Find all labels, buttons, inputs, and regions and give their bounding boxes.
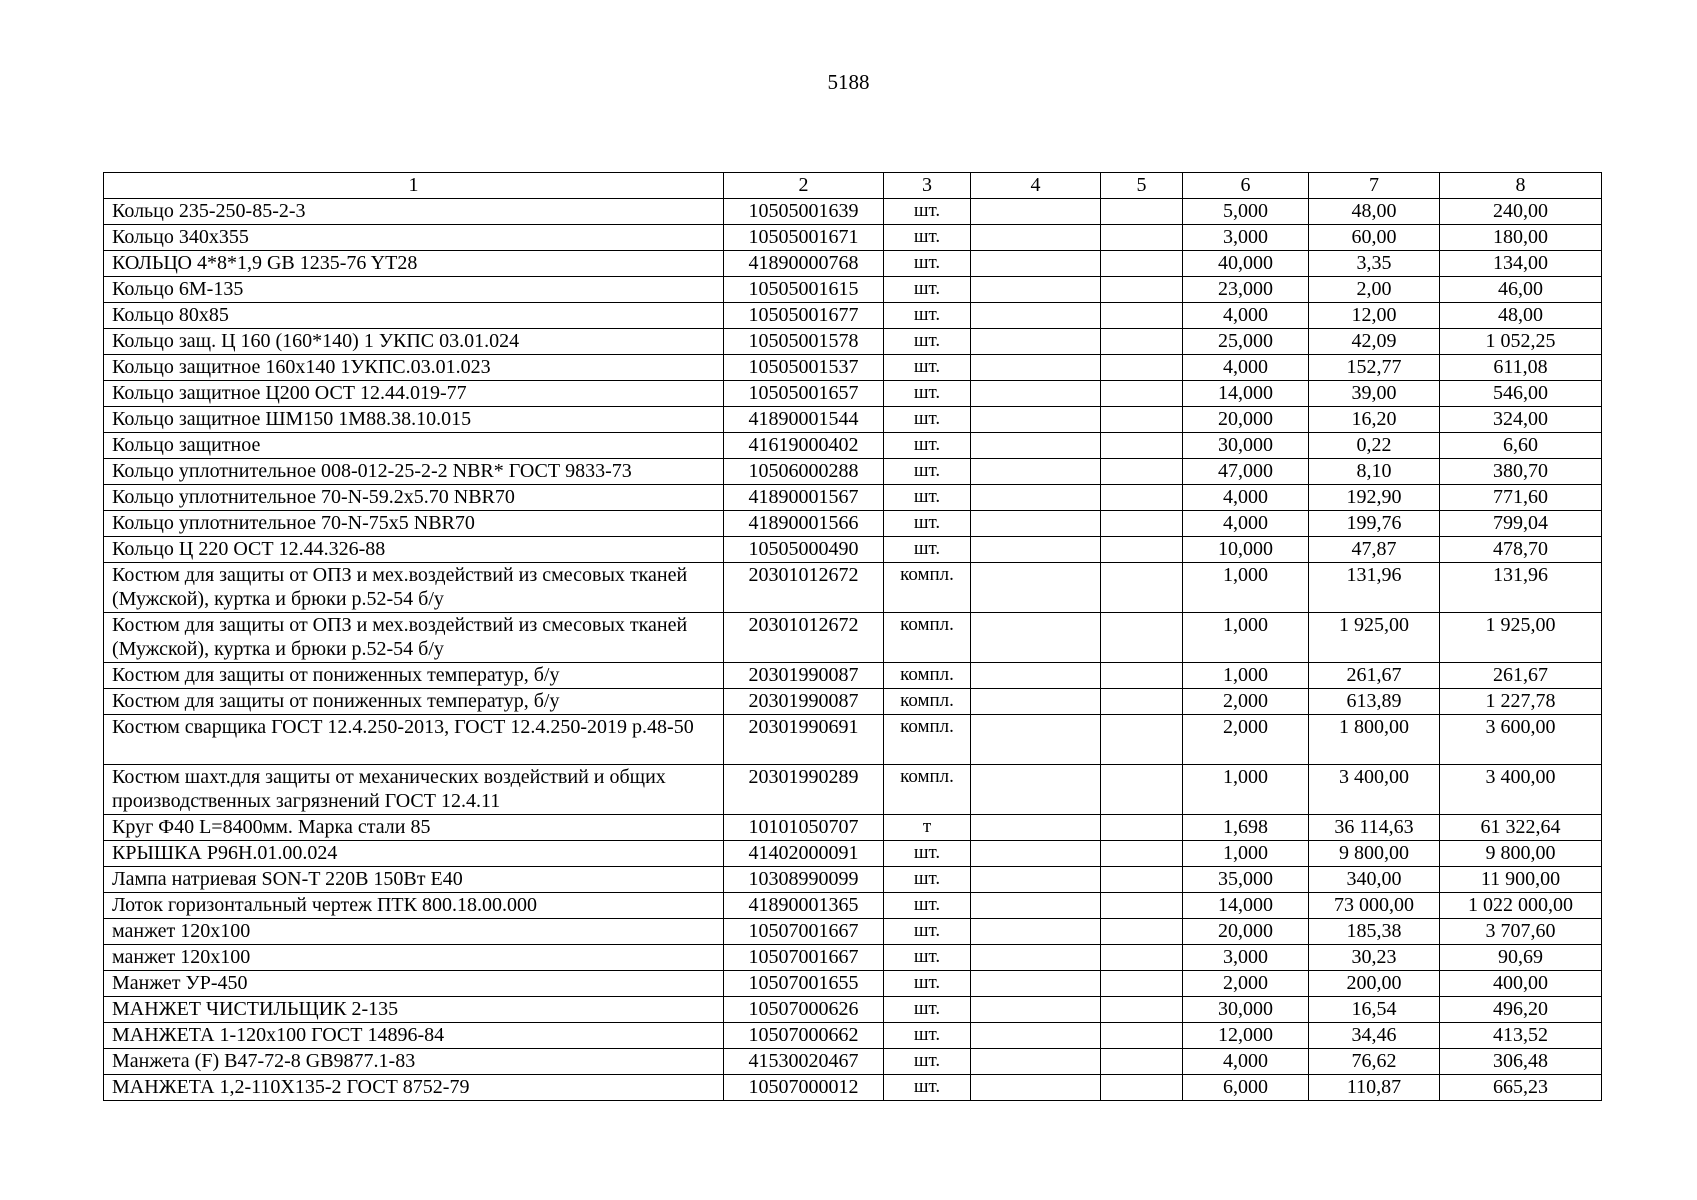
table-row xyxy=(104,303,1602,329)
item-name: Костюм для защиты от пониженных температур, б/у xyxy=(104,663,724,689)
item-col4 xyxy=(971,277,1101,303)
item-name: Костюм сварщика ГОСТ 12.4.250-2013, ГОСТ 12.4.250-2019 р.48-50 xyxy=(104,715,724,765)
item-code: 20301990087 xyxy=(724,663,884,689)
item-col4 xyxy=(971,613,1101,663)
item-col4 xyxy=(971,563,1101,613)
item-col5 xyxy=(1101,199,1183,225)
item-quantity: 25,000 xyxy=(1183,329,1309,355)
item-price: 73 000,00 xyxy=(1309,893,1440,919)
item-code: 20301990691 xyxy=(724,715,884,765)
item-sum: 180,00 xyxy=(1440,225,1602,251)
item-sum: 1 022 000,00 xyxy=(1440,893,1602,919)
item-price: 12,00 xyxy=(1309,303,1440,329)
table-row xyxy=(104,563,1602,613)
item-quantity: 14,000 xyxy=(1183,893,1309,919)
item-price: 47,87 xyxy=(1309,537,1440,563)
item-code: 20301012672 xyxy=(724,613,884,663)
item-col5 xyxy=(1101,459,1183,485)
item-sum: 11 900,00 xyxy=(1440,867,1602,893)
item-name: Кольцо 80x85 xyxy=(104,303,724,329)
item-quantity: 4,000 xyxy=(1183,303,1309,329)
item-quantity: 6,000 xyxy=(1183,1075,1309,1101)
item-sum: 1 925,00 xyxy=(1440,613,1602,663)
item-sum: 496,20 xyxy=(1440,997,1602,1023)
item-price: 340,00 xyxy=(1309,867,1440,893)
item-unit: компл. xyxy=(884,613,971,663)
table-row xyxy=(104,537,1602,563)
item-unit: шт. xyxy=(884,841,971,867)
item-price: 16,54 xyxy=(1309,997,1440,1023)
item-name: МАНЖЕТА 1-120х100 ГОСТ 14896-84 xyxy=(104,1023,724,1049)
item-price: 185,38 xyxy=(1309,919,1440,945)
item-unit: компл. xyxy=(884,765,971,815)
item-code: 10505001639 xyxy=(724,199,884,225)
item-unit: шт. xyxy=(884,893,971,919)
item-price: 2,00 xyxy=(1309,277,1440,303)
item-name: МАНЖЕТА 1,2-110Х135-2 ГОСТ 8752-79 xyxy=(104,1075,724,1101)
item-col4 xyxy=(971,715,1101,765)
item-code: 10505001578 xyxy=(724,329,884,355)
item-quantity: 1,000 xyxy=(1183,613,1309,663)
item-code: 41890000768 xyxy=(724,251,884,277)
item-name: Кольцо 340x355 xyxy=(104,225,724,251)
item-name: Лампа натриевая SON-T 220В 150Вт E40 xyxy=(104,867,724,893)
item-unit: шт. xyxy=(884,511,971,537)
item-name: Лоток горизонтальный чертеж ПТК 800.18.00.000 xyxy=(104,893,724,919)
item-col5 xyxy=(1101,485,1183,511)
item-price: 613,89 xyxy=(1309,689,1440,715)
table-row xyxy=(104,945,1602,971)
item-sum: 665,23 xyxy=(1440,1075,1602,1101)
column-header: 2 xyxy=(724,173,884,199)
item-col4 xyxy=(971,893,1101,919)
item-quantity: 1,698 xyxy=(1183,815,1309,841)
item-unit: шт. xyxy=(884,381,971,407)
item-quantity: 23,000 xyxy=(1183,277,1309,303)
table-row xyxy=(104,277,1602,303)
item-quantity: 20,000 xyxy=(1183,407,1309,433)
item-name: манжет 120х100 xyxy=(104,945,724,971)
item-col4 xyxy=(971,1023,1101,1049)
table-row xyxy=(104,893,1602,919)
table-row xyxy=(104,459,1602,485)
item-name: Кольцо защитное ШМ150 1М88.38.10.015 xyxy=(104,407,724,433)
item-name: Кольцо защитное Ц200 ОСТ 12.44.019-77 xyxy=(104,381,724,407)
table-row xyxy=(104,765,1602,815)
item-unit: шт. xyxy=(884,355,971,381)
item-price: 200,00 xyxy=(1309,971,1440,997)
table-row xyxy=(104,841,1602,867)
item-col4 xyxy=(971,303,1101,329)
column-header: 5 xyxy=(1101,173,1183,199)
item-name: Кольцо защ. Ц 160 (160*140) 1 УКПС 03.01.024 xyxy=(104,329,724,355)
item-col4 xyxy=(971,997,1101,1023)
item-col5 xyxy=(1101,841,1183,867)
item-sum: 240,00 xyxy=(1440,199,1602,225)
item-unit: шт. xyxy=(884,867,971,893)
item-col4 xyxy=(971,1049,1101,1075)
item-unit: шт. xyxy=(884,433,971,459)
item-quantity: 2,000 xyxy=(1183,689,1309,715)
page-number: 5188 xyxy=(827,70,870,94)
item-col5 xyxy=(1101,919,1183,945)
item-quantity: 20,000 xyxy=(1183,919,1309,945)
item-sum: 400,00 xyxy=(1440,971,1602,997)
item-code: 41619000402 xyxy=(724,433,884,459)
item-code: 10507001655 xyxy=(724,971,884,997)
item-unit: компл. xyxy=(884,715,971,765)
item-quantity: 47,000 xyxy=(1183,459,1309,485)
item-col4 xyxy=(971,225,1101,251)
item-sum: 611,08 xyxy=(1440,355,1602,381)
item-sum: 6,60 xyxy=(1440,433,1602,459)
item-unit: шт. xyxy=(884,225,971,251)
item-col4 xyxy=(971,199,1101,225)
item-sum: 546,00 xyxy=(1440,381,1602,407)
item-col5 xyxy=(1101,893,1183,919)
table-row xyxy=(104,1049,1602,1075)
item-col4 xyxy=(971,433,1101,459)
table-row xyxy=(104,355,1602,381)
item-col5 xyxy=(1101,355,1183,381)
item-name: КОЛЬЦО 4*8*1,9 GB 1235-76 YT28 xyxy=(104,251,724,277)
item-code: 10505001677 xyxy=(724,303,884,329)
item-unit: шт. xyxy=(884,919,971,945)
item-col4 xyxy=(971,841,1101,867)
table-row xyxy=(104,485,1602,511)
item-col4 xyxy=(971,1075,1101,1101)
item-code: 20301012672 xyxy=(724,563,884,613)
table-row xyxy=(104,715,1602,765)
item-quantity: 2,000 xyxy=(1183,715,1309,765)
item-unit: шт. xyxy=(884,459,971,485)
table-row xyxy=(104,433,1602,459)
item-sum: 90,69 xyxy=(1440,945,1602,971)
item-price: 0,22 xyxy=(1309,433,1440,459)
table-row xyxy=(104,919,1602,945)
item-sum: 46,00 xyxy=(1440,277,1602,303)
item-col4 xyxy=(971,945,1101,971)
item-col5 xyxy=(1101,997,1183,1023)
item-unit: шт. xyxy=(884,407,971,433)
item-col4 xyxy=(971,815,1101,841)
item-price: 9 800,00 xyxy=(1309,841,1440,867)
item-unit: т xyxy=(884,815,971,841)
item-name: Кольцо уплотнительное 008-012-25-2-2 NBR* ГОСТ 9833-73 xyxy=(104,459,724,485)
item-price: 131,96 xyxy=(1309,563,1440,613)
item-unit: шт. xyxy=(884,303,971,329)
table-row xyxy=(104,997,1602,1023)
item-code: 10506000288 xyxy=(724,459,884,485)
item-unit: шт. xyxy=(884,945,971,971)
table-row xyxy=(104,407,1602,433)
item-unit: компл. xyxy=(884,663,971,689)
item-col4 xyxy=(971,765,1101,815)
item-name: Манжета (F) B47-72-8 GB9877.1-83 xyxy=(104,1049,724,1075)
item-col5 xyxy=(1101,689,1183,715)
item-sum: 324,00 xyxy=(1440,407,1602,433)
item-price: 261,67 xyxy=(1309,663,1440,689)
column-header: 4 xyxy=(971,173,1101,199)
item-unit: компл. xyxy=(884,563,971,613)
item-quantity: 35,000 xyxy=(1183,867,1309,893)
item-col4 xyxy=(971,919,1101,945)
item-unit: шт. xyxy=(884,485,971,511)
item-name: Кольцо Ц 220 ОСТ 12.44.326-88 xyxy=(104,537,724,563)
table-row xyxy=(104,971,1602,997)
item-quantity: 4,000 xyxy=(1183,355,1309,381)
item-quantity: 5,000 xyxy=(1183,199,1309,225)
item-col5 xyxy=(1101,715,1183,765)
item-col5 xyxy=(1101,433,1183,459)
item-price: 199,76 xyxy=(1309,511,1440,537)
item-sum: 9 800,00 xyxy=(1440,841,1602,867)
item-quantity: 12,000 xyxy=(1183,1023,1309,1049)
item-code: 10505001657 xyxy=(724,381,884,407)
item-quantity: 4,000 xyxy=(1183,485,1309,511)
table-row xyxy=(104,815,1602,841)
table-row xyxy=(104,251,1602,277)
item-sum: 478,70 xyxy=(1440,537,1602,563)
item-code: 41890001365 xyxy=(724,893,884,919)
item-col5 xyxy=(1101,1023,1183,1049)
item-code: 10507000626 xyxy=(724,997,884,1023)
item-quantity: 2,000 xyxy=(1183,971,1309,997)
item-price: 152,77 xyxy=(1309,355,1440,381)
item-col5 xyxy=(1101,1049,1183,1075)
item-col4 xyxy=(971,381,1101,407)
item-col4 xyxy=(971,971,1101,997)
item-code: 10505001615 xyxy=(724,277,884,303)
table-row xyxy=(104,613,1602,663)
item-quantity: 3,000 xyxy=(1183,945,1309,971)
item-name: МАНЖЕТ ЧИСТИЛЬЩИК 2-135 xyxy=(104,997,724,1023)
item-quantity: 30,000 xyxy=(1183,433,1309,459)
item-name: Кольцо уплотнительное 70-N-75x5 NBR70 xyxy=(104,511,724,537)
item-quantity: 40,000 xyxy=(1183,251,1309,277)
item-price: 8,10 xyxy=(1309,459,1440,485)
item-col5 xyxy=(1101,303,1183,329)
item-unit: шт. xyxy=(884,251,971,277)
item-sum: 1 227,78 xyxy=(1440,689,1602,715)
item-code: 41890001544 xyxy=(724,407,884,433)
item-unit: шт. xyxy=(884,277,971,303)
item-col4 xyxy=(971,537,1101,563)
column-header: 6 xyxy=(1183,173,1309,199)
item-price: 1 800,00 xyxy=(1309,715,1440,765)
item-sum: 134,00 xyxy=(1440,251,1602,277)
item-name: Кольцо уплотнительное 70-N-59.2x5.70 NBR70 xyxy=(104,485,724,511)
item-price: 16,20 xyxy=(1309,407,1440,433)
item-col5 xyxy=(1101,945,1183,971)
item-price: 36 114,63 xyxy=(1309,815,1440,841)
item-sum: 261,67 xyxy=(1440,663,1602,689)
item-name: Костюм для защиты от ОПЗ и мех.воздействий из смесовых тканей (Мужской), куртка и брюки р.52-54 б/у xyxy=(104,613,724,663)
item-sum: 380,70 xyxy=(1440,459,1602,485)
item-quantity: 1,000 xyxy=(1183,765,1309,815)
item-sum: 799,04 xyxy=(1440,511,1602,537)
item-unit: шт. xyxy=(884,971,971,997)
item-code: 41890001566 xyxy=(724,511,884,537)
item-col4 xyxy=(971,689,1101,715)
item-code: 10507001667 xyxy=(724,945,884,971)
item-col5 xyxy=(1101,663,1183,689)
item-code: 20301990289 xyxy=(724,765,884,815)
item-quantity: 14,000 xyxy=(1183,381,1309,407)
item-name: манжет 120х100 xyxy=(104,919,724,945)
table-row xyxy=(104,689,1602,715)
item-code: 10507000662 xyxy=(724,1023,884,1049)
item-name: Кольцо защитное 160х140 1УКПС.03.01.023 xyxy=(104,355,724,381)
table-row xyxy=(104,199,1602,225)
item-col5 xyxy=(1101,867,1183,893)
item-price: 76,62 xyxy=(1309,1049,1440,1075)
item-unit: шт. xyxy=(884,537,971,563)
item-name: Костюм шахт.для защиты от механических воздействий и общих производственных загрязнений ГОСТ 12.4.11 xyxy=(104,765,724,815)
item-col5 xyxy=(1101,511,1183,537)
column-header: 8 xyxy=(1440,173,1602,199)
item-code: 41402000091 xyxy=(724,841,884,867)
item-col5 xyxy=(1101,537,1183,563)
item-price: 192,90 xyxy=(1309,485,1440,511)
column-header: 1 xyxy=(104,173,724,199)
item-sum: 3 707,60 xyxy=(1440,919,1602,945)
item-code: 20301990087 xyxy=(724,689,884,715)
table-row xyxy=(104,511,1602,537)
item-col4 xyxy=(971,867,1101,893)
item-price: 34,46 xyxy=(1309,1023,1440,1049)
item-code: 41530020467 xyxy=(724,1049,884,1075)
item-unit: шт. xyxy=(884,199,971,225)
table-row xyxy=(104,867,1602,893)
item-price: 39,00 xyxy=(1309,381,1440,407)
item-col4 xyxy=(971,407,1101,433)
item-col5 xyxy=(1101,815,1183,841)
item-col4 xyxy=(971,251,1101,277)
item-unit: шт. xyxy=(884,997,971,1023)
item-col5 xyxy=(1101,329,1183,355)
item-name: Кольцо защитное xyxy=(104,433,724,459)
item-col5 xyxy=(1101,277,1183,303)
item-col5 xyxy=(1101,225,1183,251)
item-price: 3,35 xyxy=(1309,251,1440,277)
table-body xyxy=(104,173,1602,1101)
table-row xyxy=(104,1075,1602,1101)
item-unit: шт. xyxy=(884,1049,971,1075)
item-unit: шт. xyxy=(884,1075,971,1101)
table-row xyxy=(104,381,1602,407)
item-col5 xyxy=(1101,407,1183,433)
header-row xyxy=(104,173,1602,199)
item-name: Круг Ф40 L=8400мм. Марка стали 85 xyxy=(104,815,724,841)
item-quantity: 3,000 xyxy=(1183,225,1309,251)
item-price: 110,87 xyxy=(1309,1075,1440,1101)
item-sum: 131,96 xyxy=(1440,563,1602,613)
item-col5 xyxy=(1101,1075,1183,1101)
table-row xyxy=(104,225,1602,251)
item-quantity: 1,000 xyxy=(1183,563,1309,613)
item-sum: 48,00 xyxy=(1440,303,1602,329)
item-code: 10505001537 xyxy=(724,355,884,381)
item-name: Кольцо 6М-135 xyxy=(104,277,724,303)
column-header: 7 xyxy=(1309,173,1440,199)
item-sum: 306,48 xyxy=(1440,1049,1602,1075)
item-code: 41890001567 xyxy=(724,485,884,511)
item-sum: 3 600,00 xyxy=(1440,715,1602,765)
item-col4 xyxy=(971,511,1101,537)
item-name: КРЫШКА Р96Н.01.00.024 xyxy=(104,841,724,867)
item-col5 xyxy=(1101,971,1183,997)
item-col5 xyxy=(1101,765,1183,815)
item-col5 xyxy=(1101,381,1183,407)
item-unit: шт. xyxy=(884,329,971,355)
item-price: 1 925,00 xyxy=(1309,613,1440,663)
item-col5 xyxy=(1101,613,1183,663)
item-name: Костюм для защиты от ОПЗ и мех.воздействий из смесовых тканей (Мужской), куртка и брюки р.52-54 б/у xyxy=(104,563,724,613)
item-sum: 1 052,25 xyxy=(1440,329,1602,355)
item-col5 xyxy=(1101,563,1183,613)
item-quantity: 4,000 xyxy=(1183,511,1309,537)
item-price: 60,00 xyxy=(1309,225,1440,251)
item-code: 10507001667 xyxy=(724,919,884,945)
item-col4 xyxy=(971,459,1101,485)
item-code: 10505001671 xyxy=(724,225,884,251)
item-price: 3 400,00 xyxy=(1309,765,1440,815)
item-name: Кольцо 235-250-85-2-3 xyxy=(104,199,724,225)
item-name: Манжет УР-450 xyxy=(104,971,724,997)
item-quantity: 1,000 xyxy=(1183,663,1309,689)
item-sum: 3 400,00 xyxy=(1440,765,1602,815)
table-row xyxy=(104,1023,1602,1049)
item-price: 30,23 xyxy=(1309,945,1440,971)
item-code: 10505000490 xyxy=(724,537,884,563)
item-code: 10308990099 xyxy=(724,867,884,893)
item-quantity: 10,000 xyxy=(1183,537,1309,563)
item-unit: компл. xyxy=(884,689,971,715)
item-sum: 771,60 xyxy=(1440,485,1602,511)
item-quantity: 30,000 xyxy=(1183,997,1309,1023)
item-col4 xyxy=(971,485,1101,511)
item-sum: 413,52 xyxy=(1440,1023,1602,1049)
inventory-table xyxy=(103,172,1602,1101)
column-header: 3 xyxy=(884,173,971,199)
item-code: 10507000012 xyxy=(724,1075,884,1101)
item-col4 xyxy=(971,355,1101,381)
table-row xyxy=(104,329,1602,355)
item-name: Костюм для защиты от пониженных температур, б/у xyxy=(104,689,724,715)
item-unit: шт. xyxy=(884,1023,971,1049)
item-col5 xyxy=(1101,251,1183,277)
item-quantity: 4,000 xyxy=(1183,1049,1309,1075)
item-col4 xyxy=(971,663,1101,689)
item-sum: 61 322,64 xyxy=(1440,815,1602,841)
item-col4 xyxy=(971,329,1101,355)
item-price: 42,09 xyxy=(1309,329,1440,355)
table-row xyxy=(104,663,1602,689)
item-quantity: 1,000 xyxy=(1183,841,1309,867)
item-price: 48,00 xyxy=(1309,199,1440,225)
item-code: 10101050707 xyxy=(724,815,884,841)
